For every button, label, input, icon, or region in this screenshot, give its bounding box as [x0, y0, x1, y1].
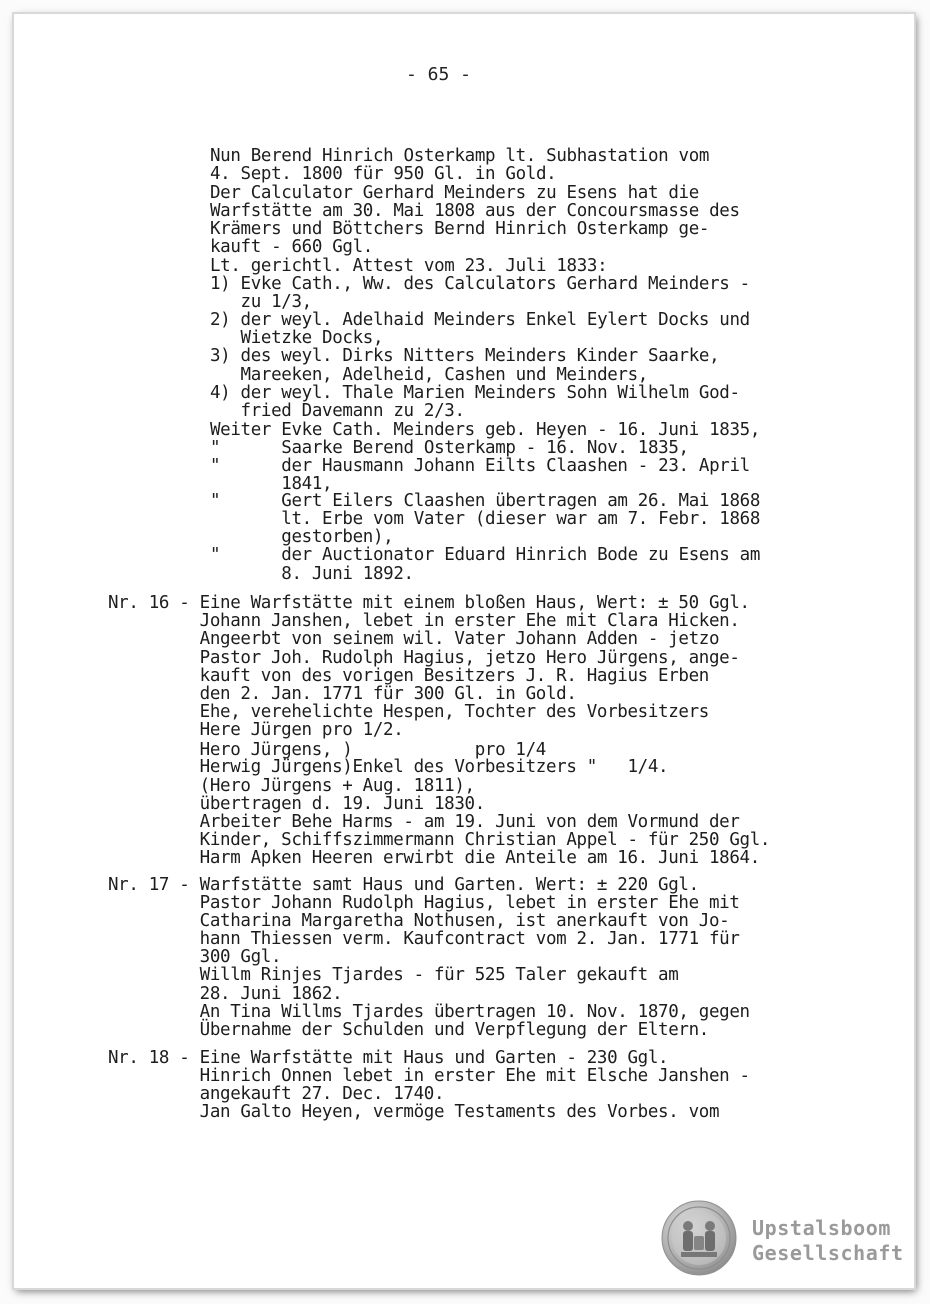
- text-line: Weiter Evke Cath. Meinders geb. Heyen - 16. Juni 1835,: [210, 420, 761, 440]
- text-line: Arbeiter Behe Harms - am 19. Juni von dem Vormund der: [108, 812, 740, 832]
- text-line: 1841,: [210, 474, 333, 494]
- text-line: Ehe, verehelichte Hespen, Tochter des Vorbesitzers: [108, 702, 709, 722]
- text-line: 2) der weyl. Adelhaid Meinders Enkel Eylert Docks und: [210, 310, 750, 330]
- text-line: den 2. Jan. 1771 für 300 Gl. in Gold.: [108, 684, 577, 704]
- text-line: kauft von des vorigen Besitzers J. R. Hagius Erben: [108, 666, 709, 686]
- text-line: 300 Ggl.: [108, 947, 282, 967]
- text-line: " Gert Eilers Claashen übertragen am 26. Mai 1868: [210, 491, 761, 511]
- page-number: - 65 -: [406, 64, 472, 85]
- text-line: zu 1/3,: [210, 292, 312, 312]
- text-line: 3) des weyl. Dirks Nitters Meinders Kinder Saarke,: [210, 346, 720, 366]
- entry-nr-16: Nr. 16 - Eine Warfstätte mit einem bloßen Haus, Wert: ± 50 Ggl.: [108, 593, 750, 613]
- logo: [752, 1216, 904, 1266]
- text-line: 4. Sept. 1800 für 950 Gl. in Gold.: [210, 164, 557, 184]
- text-line: Willm Rinjes Tjardes - für 525 Taler gekauft am: [108, 965, 679, 985]
- text-line: Pastor Joh. Rudolph Hagius, jetzo Hero Jürgens, ange-: [108, 648, 740, 668]
- text-line: " der Hausmann Johann Eilts Claashen - 23. April: [210, 456, 750, 476]
- text-line: fried Davemann zu 2/3.: [210, 401, 465, 421]
- entry-nr-17: Nr. 17 - Warfstätte samt Haus und Garten. Wert: ± 220 Ggl.: [108, 875, 699, 895]
- text-line: Catharina Margaretha Nothusen, ist anerkauft von Jo-: [108, 911, 730, 931]
- text-line: 4) der weyl. Thale Marien Meinders Sohn Wilhelm God-: [210, 383, 740, 403]
- text-line: angekauft 27. Dec. 1740.: [108, 1084, 445, 1104]
- text-line: Hinrich Onnen lebet in erster Ehe mit Elsche Janshen -: [108, 1066, 750, 1086]
- text-line: An Tina Willms Tjardes übertragen 10. Nov. 1870, gegen: [108, 1002, 750, 1022]
- text-line: Wietzke Docks,: [210, 328, 384, 348]
- text-line: kauft - 660 Ggl.: [210, 237, 373, 257]
- seal-icon: [661, 1200, 737, 1276]
- text-line: Herwig Jürgens)Enkel des Vorbesitzers " 1/4.: [108, 757, 669, 777]
- logo-line-2: Gesellschaft: [752, 1241, 904, 1265]
- text-line: gestorben),: [210, 527, 394, 547]
- text-line: lt. Erbe vom Vater (dieser war am 7. Febr. 1868: [210, 509, 761, 529]
- text-line: Harm Apken Heeren erwirbt die Anteile am 16. Juni 1864.: [108, 848, 760, 868]
- text-line: Krämers und Böttchers Bernd Hinrich Osterkamp ge-: [210, 219, 710, 239]
- text-line: Nun Berend Hinrich Osterkamp lt. Subhastation vom: [210, 146, 710, 166]
- text-line: 1) Evke Cath., Ww. des Calculators Gerhard Meinders -: [210, 274, 750, 294]
- text-line: Pastor Johann Rudolph Hagius, lebet in erster Ehe mit: [108, 893, 740, 913]
- text-line: hann Thiessen verm. Kaufcontract vom 2. Jan. 1771 für: [108, 929, 740, 949]
- text-line: Lt. gerichtl. Attest vom 23. Juli 1833:: [210, 256, 608, 276]
- text-line: " Saarke Berend Osterkamp - 16. Nov. 1835,: [210, 438, 689, 458]
- text-line: Johann Janshen, lebet in erster Ehe mit Clara Hicken.: [108, 611, 740, 631]
- text-line: " der Auctionator Eduard Hinrich Bode zu Esens am: [210, 545, 761, 565]
- logo-line-1: Upstalsboom: [752, 1216, 892, 1240]
- text-line: Here Jürgen pro 1/2.: [108, 720, 404, 740]
- text-line: Jan Galto Heyen, vermöge Testaments des Vorbes. vom: [108, 1102, 720, 1122]
- text-line: Angeerbt von seinem wil. Vater Johann Adden - jetzo: [108, 629, 720, 649]
- text-line: übertragen d. 19. Juni 1830.: [108, 794, 485, 814]
- entry-nr-18: Nr. 18 - Eine Warfstätte mit Haus und Garten - 230 Ggl.: [108, 1048, 669, 1068]
- text-line: 8. Juni 1892.: [210, 564, 414, 584]
- text-line: (Hero Jürgens + Aug. 1811),: [108, 776, 475, 796]
- text-line: Hero Jürgens, ) pro 1/4: [108, 740, 546, 760]
- text-line: Mareeken, Adelheid, Cashen und Meinders,: [210, 365, 648, 385]
- text-line: 28. Juni 1862.: [108, 984, 343, 1004]
- text-line: Kinder, Schiffszimmermann Christian Appel - für 250 Ggl.: [108, 830, 771, 850]
- text-line: Der Calculator Gerhard Meinders zu Esens hat die: [210, 183, 699, 203]
- text-line: Warfstätte am 30. Mai 1808 aus der Concoursmasse des: [210, 201, 740, 221]
- text-line: Übernahme der Schulden und Verpflegung der Eltern.: [108, 1020, 709, 1040]
